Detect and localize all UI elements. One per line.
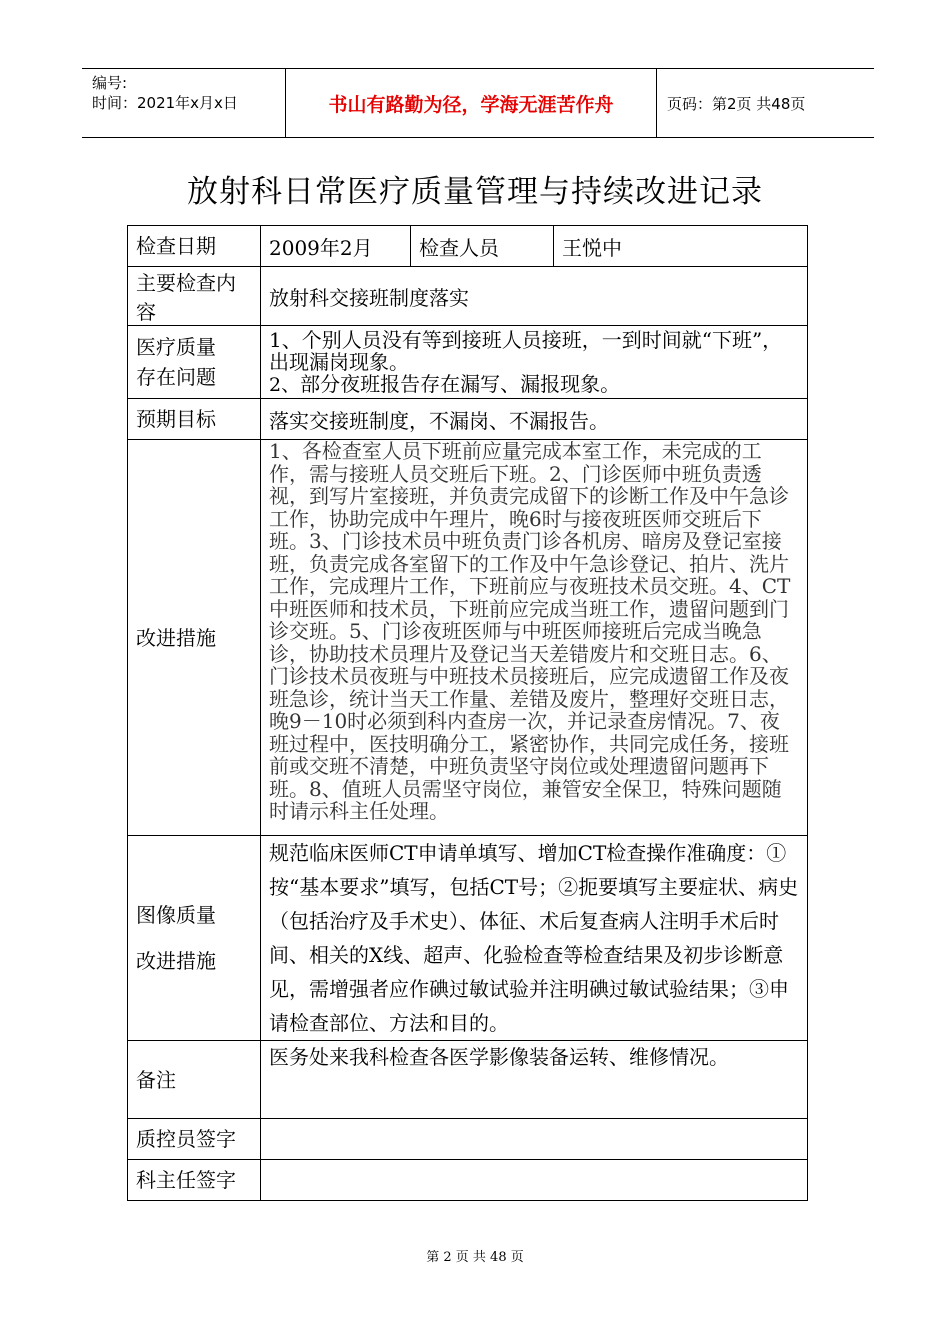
date-value: 2009年2月 [261, 226, 411, 267]
problem-2-text: 部分夜班报告存在漏写、漏报现象。 [300, 371, 621, 396]
content-value: 放射科交接班制度落实 [261, 267, 808, 326]
row-note [128, 1041, 808, 1119]
content-label: 主要检查内容 [128, 267, 261, 326]
time-label: 时间：2021年x月x日 [92, 94, 238, 112]
problems-label-line1: 医疗质量 [136, 335, 216, 359]
goal-value: 落实交接班制度，不漏岗、不漏报告。 [261, 399, 808, 440]
image-label-line1: 图像质量 [136, 903, 216, 927]
inspector-label: 检查人员 [411, 226, 554, 267]
row-content [128, 267, 808, 326]
row-problems [128, 326, 808, 399]
goal-label: 预期目标 [128, 399, 261, 440]
inspector-value: 王悦中 [554, 226, 808, 267]
row-qc-sign [128, 1119, 808, 1160]
row-image-quality [128, 836, 808, 1041]
row-goal [128, 399, 808, 440]
qc-sign-label: 质控员签字 [128, 1119, 261, 1160]
problem-2 [269, 373, 799, 396]
date-label: 检查日期 [128, 226, 261, 267]
problem-2-num: 2、 [269, 373, 301, 396]
problems-label [128, 326, 261, 399]
image-label [128, 836, 261, 1041]
document-title: 放射科日常医疗质量管理与持续改进记录 [187, 174, 763, 210]
director-sign-value[interactable] [261, 1160, 808, 1201]
director-sign-label: 科主任签字 [128, 1160, 261, 1201]
page-footer: 第 2 页 共 48 页 [426, 1250, 524, 1265]
record-table [127, 225, 808, 1201]
header-motto: 书山有路勤为径，学海无涯苦作舟 [285, 69, 657, 137]
qc-sign-value[interactable] [261, 1119, 808, 1160]
row-date [128, 226, 808, 267]
image-label-line2: 改进措施 [136, 949, 216, 973]
note-label: 备注 [128, 1041, 261, 1119]
image-value: 规范临床医师CT申请单填写、增加CT检查操作准确度：①按“基本要求”填写，包括CT号；②扼要填写主要症状、病史（包括治疗及手术史）、体征、术后复查病人注明手术后时间、相关的X线、超声、化验检查等检查结果及初步诊断意见，需增强者应作碘过敏试验并注明碘过敏试验结果；③申请检查部位、方法和目的。 [261, 836, 808, 1041]
problems-value [261, 326, 808, 399]
problems-label-line2: 存在问题 [136, 365, 216, 389]
number-label: 编号: [92, 74, 128, 92]
note-value: 医务处来我科检查各医学影像装备运转、维修情况。 [261, 1041, 808, 1119]
problem-1: 1、个别人员没有等到接班人员接班，一到时间就“下班”，出现漏岗现象。 [269, 327, 783, 374]
header-left [82, 69, 285, 137]
page-header [82, 68, 874, 138]
header-page-label: 页码：第2页 共48页 [667, 94, 806, 113]
measures-label: 改进措施 [128, 440, 261, 836]
row-director-sign [128, 1160, 808, 1201]
measures-value: 1、各检查室人员下班前应量完成本室工作，未完成的工作，需与接班人员交班后下班。2、门诊医师中班负责透视，到写片室接班，并负责完成留下的诊断工作及中午急诊工作，协助完成中午理片，晚6时与接夜班医师交班后下班。3、门诊技术员中班负责门诊各机房、暗房及登记室接班，负责完成各室留下的工作及中午急诊登记、拍片、洗片工作，完成理片工作，下班前应与夜班技术员交班。4、CT中班医师和技术员，下班前应完成当班工作，遗留问题到门诊交班。5、门诊夜班医师与中班医师接班后完成当晚急诊，协助技术员理片及登记当天差错废片和交班日志。6、门诊技术员夜班与中班技术员接班后，应完成遗留工作及夜班急诊，统计当天工作量、差错及废片，整理好交班日志，晚9－10时必须到科内查房一次，并记录查房情况。7、夜班过程中，医技明确分工，紧密协作，共同完成任务，接班前或交班不清楚，中班负责坚守岗位或处理遗留问题再下班。8、值班人员需坚守岗位，兼管安全保卫，特殊问题随时请示科主任处理。 [261, 440, 808, 836]
row-measures [128, 440, 808, 836]
